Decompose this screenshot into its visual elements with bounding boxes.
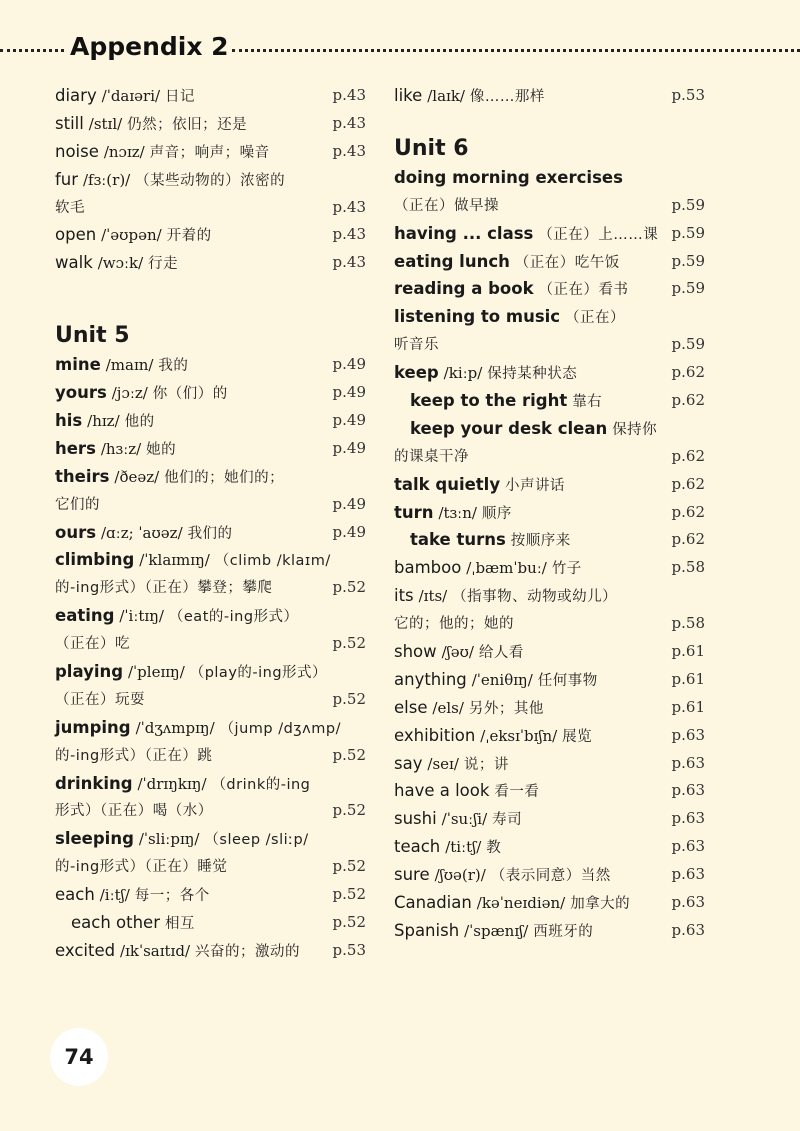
vocab-entry (394, 303, 705, 359)
entry-line (394, 861, 705, 889)
entry-line (55, 519, 366, 547)
entry-line (394, 248, 705, 276)
vocab-entry (394, 164, 705, 220)
entry-page-ref: p.63 (671, 725, 705, 744)
vocab-entry (55, 602, 366, 658)
entry-line (55, 797, 366, 825)
entry-word: yours (55, 383, 107, 403)
vocab-entry (394, 722, 705, 750)
entry-word: fur (55, 169, 79, 189)
entry-line (394, 917, 705, 945)
vocab-entry (394, 833, 705, 861)
entry-line (55, 249, 366, 277)
entry-phonetic: /ˈspænɪʃ/ (464, 921, 529, 940)
entry-page-ref: p.43 (332, 86, 366, 104)
vocab-entry (394, 861, 705, 889)
entry-meaning: 仍然；依旧；还是 (127, 116, 248, 133)
entry-line (55, 853, 366, 881)
entry-meaning: （指事物、动物或幼儿） (452, 589, 618, 606)
entry-page-ref: p.59 (671, 223, 705, 242)
entry-word: have a look (394, 781, 490, 801)
entry-phonetic: /kiːp/ (443, 364, 483, 383)
entry-line (394, 582, 705, 610)
entry-phonetic: /maɪn/ (105, 356, 154, 375)
entry-meaning: 保持你 (612, 421, 658, 438)
entry-line (55, 82, 366, 110)
entry-meaning: （表示同意）当然 (490, 868, 611, 885)
entry-phonetic: /ˌbæmˈbuː/ (466, 559, 547, 578)
entry-line (55, 630, 366, 658)
entry-word: Spanish (394, 920, 460, 940)
vocab-entry (55, 435, 366, 463)
entry-meaning: 它的；他的；她的 (394, 616, 514, 633)
entry-page-ref: p.53 (332, 940, 366, 959)
entry-page-ref: p.52 (332, 578, 366, 597)
section-spacer (394, 110, 705, 124)
entry-meaning: 西班牙的 (533, 923, 594, 940)
entry-meaning: （正在）吃午饭 (514, 254, 620, 271)
entry-word: playing (55, 662, 124, 682)
vocab-entry (394, 499, 705, 527)
entry-line (55, 138, 366, 166)
entry-phonetic: /ˈəʊpən/ (101, 226, 162, 245)
entry-line (394, 303, 705, 331)
vocab-entry (394, 750, 705, 778)
vocab-entry (55, 138, 366, 166)
unit-heading: Unit 5 (55, 323, 130, 349)
left-column (55, 82, 366, 965)
entry-page-ref: p.61 (671, 669, 705, 688)
entry-meaning: 按顺序来 (510, 533, 571, 550)
entry-page-ref: p.58 (671, 614, 705, 633)
entry-phonetic: /ɪts/ (418, 587, 448, 606)
entry-meaning: 日记 (165, 89, 196, 105)
entry-page-ref: p.49 (332, 411, 366, 430)
entry-word: eating lunch (394, 251, 510, 271)
entry-meaning: （正在）做早操 (394, 197, 499, 214)
entry-phonetic: /seɪ/ (427, 754, 459, 773)
entry-line (394, 387, 705, 415)
entry-meaning: 听音乐 (394, 337, 439, 354)
entry-page-ref: p.52 (332, 689, 366, 708)
entry-word: exhibition (394, 725, 476, 745)
entry-line (55, 351, 366, 379)
vocab-entry (55, 519, 366, 547)
entry-line (394, 471, 705, 499)
entry-line (55, 435, 366, 463)
vocab-entry (55, 110, 366, 138)
entry-page-ref: p.63 (671, 865, 705, 884)
entry-phonetic: /ðeəz/ (114, 467, 160, 486)
entry-meaning: （正在）看书 (538, 282, 629, 299)
entry-page-ref: p.63 (671, 809, 705, 828)
page-title: Appendix 2 (70, 32, 229, 61)
entry-page-ref: p.62 (671, 446, 705, 465)
entry-meaning: 像……那样 (469, 89, 545, 105)
entry-meaning: （正在）玩耍 (55, 691, 145, 708)
entry-meaning: 声音；响声；噪音 (149, 144, 270, 161)
entry-meaning: 说；讲 (463, 756, 509, 773)
vocab-entry (394, 805, 705, 833)
entry-phonetic: /ˈsliːpɪŋ/ (138, 830, 200, 849)
entry-word: say (394, 753, 423, 773)
entry-line (394, 610, 705, 638)
entry-line (394, 443, 705, 471)
entry-phonetic: /ˈdaɪəri/ (101, 87, 161, 105)
entry-meaning: （正在）上……课 (538, 226, 659, 243)
entry-word: climbing (55, 550, 135, 570)
entry-line (394, 192, 705, 220)
entry-phonetic: /ˈiːtɪŋ/ (119, 607, 164, 626)
entry-page-ref: p.58 (671, 558, 705, 577)
vocab-entry (394, 777, 705, 805)
entry-line (55, 825, 366, 853)
entry-word: excited (55, 940, 116, 960)
entry-page-ref: p.59 (671, 195, 705, 214)
entry-phonetic: /ˈsuːʃi/ (441, 810, 488, 829)
entry-meaning: 的-ing形式）（正在）睡觉 (55, 859, 228, 876)
entry-page-ref: p.43 (332, 253, 366, 272)
entry-phonetic: /iːtʃ/ (99, 886, 130, 905)
entry-word: ours (55, 522, 97, 542)
entry-word: reading a book (394, 279, 534, 299)
entry-page-ref: p.59 (671, 279, 705, 298)
entry-word: sleeping (55, 829, 134, 849)
entry-line (394, 499, 705, 527)
entry-line (55, 742, 366, 770)
entry-meaning: （正在） (565, 310, 626, 327)
vocab-entry (55, 770, 366, 826)
entry-meaning: 另外；其他 (468, 700, 544, 717)
entry-phonetic: /ˈeniθɪŋ/ (471, 670, 533, 689)
entry-line (394, 805, 705, 833)
entry-line (394, 722, 705, 750)
entry-line (55, 881, 366, 909)
entry-word: its (394, 586, 414, 606)
entry-meaning: 看一看 (494, 784, 540, 801)
page-number-badge (50, 1028, 108, 1086)
entry-meaning: 的课桌干净 (394, 448, 469, 465)
entry-meaning: 他们的；她们的； (164, 469, 285, 486)
entry-line (394, 415, 705, 443)
entry-line (55, 110, 366, 138)
entry-page-ref: p.63 (671, 781, 705, 800)
entry-phonetic: /fɜː(r)/ (83, 170, 131, 189)
vocab-entry (55, 714, 366, 770)
entry-page-ref: p.49 (332, 522, 366, 541)
vocab-entry (394, 526, 705, 554)
entry-page-ref: p.63 (671, 837, 705, 856)
entry-word: his (55, 411, 83, 431)
section-spacer (55, 277, 366, 311)
vocab-entry (55, 166, 366, 222)
entry-line (394, 82, 705, 110)
entry-meaning: 的-ing形式）（正在）跳 (55, 747, 213, 764)
entry-word: keep (394, 363, 439, 383)
entry-page-ref: p.62 (671, 391, 705, 410)
entry-word: open (55, 225, 97, 245)
entry-meaning: 他的 (124, 414, 155, 431)
vocab-entry (394, 582, 705, 638)
vocab-entry (394, 275, 705, 303)
entry-phonetic: /ˈdʒʌmpɪŋ/ (135, 718, 215, 737)
entry-page-ref: p.52 (332, 745, 366, 764)
vocab-entry (394, 638, 705, 666)
entry-phonetic: /stɪl/ (88, 114, 123, 133)
entry-phonetic: /wɔːk/ (97, 254, 144, 273)
vocab-entry (394, 666, 705, 694)
entry-word: walk (55, 253, 93, 273)
entry-phonetic: /ˈklaɪmɪŋ/ (139, 551, 210, 570)
entry-page-ref: p.43 (332, 197, 366, 216)
entry-line (394, 220, 705, 248)
entry-page-ref: p.43 (332, 141, 366, 160)
entry-word: Canadian (394, 893, 472, 913)
entry-line (55, 407, 366, 435)
entry-phonetic: /hɜːz/ (100, 439, 142, 458)
entry-line (55, 194, 366, 222)
entry-word: sushi (394, 809, 437, 829)
entry-page-ref: p.49 (332, 438, 366, 457)
entry-phonetic: /ɑːz; ˈaʊəz/ (100, 523, 183, 542)
entry-line (55, 770, 366, 798)
entry-page-ref: p.61 (671, 642, 705, 661)
entry-word: theirs (55, 466, 110, 486)
entry-word: each other (71, 913, 160, 933)
vocab-entry (55, 379, 366, 407)
entry-page-ref: p.63 (671, 920, 705, 939)
entry-word: eating (55, 606, 115, 626)
entry-line (55, 166, 366, 194)
entry-meaning: 她的 (146, 441, 177, 458)
entry-page-ref: p.59 (671, 335, 705, 354)
entry-meaning: （play的-ing形式） (189, 665, 328, 682)
entry-phonetic: /kəˈneɪdiən/ (476, 894, 566, 913)
entry-meaning: 软毛 (55, 199, 85, 216)
entry-phonetic: /ˈpleɪɪŋ/ (128, 663, 185, 682)
entry-meaning: 每一；各个 (134, 888, 210, 905)
entry-meaning: 你（们）的 (152, 386, 228, 403)
entry-phonetic: /jɔːz/ (111, 384, 148, 403)
vocab-entry (55, 221, 366, 249)
header-dotted-rule-right (232, 49, 800, 52)
entry-line (394, 694, 705, 722)
vocab-entry (394, 889, 705, 917)
entry-phonetic: /laɪk/ (427, 87, 465, 105)
entry-word: turn (394, 502, 434, 522)
entry-meaning: 寿司 (492, 812, 523, 829)
entry-phonetic: /hɪz/ (87, 412, 120, 431)
entry-line (55, 909, 366, 937)
entry-phonetic: /ɪkˈsaɪtɪd/ (120, 941, 191, 960)
entry-meaning: 它们的 (55, 496, 100, 513)
entry-page-ref: p.62 (671, 363, 705, 382)
vocab-entry (55, 825, 366, 881)
entry-meaning: （jump /dʒʌmp/ (219, 720, 341, 737)
entry-word: show (394, 642, 437, 662)
vocab-entry (394, 415, 705, 471)
entry-meaning: （sleep /sliːp/ (204, 832, 309, 849)
entry-word: take turns (410, 530, 506, 550)
entry-page-ref: p.63 (671, 893, 705, 912)
entry-meaning: （正在）吃 (55, 636, 130, 653)
entry-line (55, 937, 366, 965)
entry-meaning: 形式）（正在）喝（水） (55, 803, 213, 820)
entry-page-ref: p.63 (671, 753, 705, 772)
vocab-entry (394, 359, 705, 387)
entry-page-ref: p.52 (332, 634, 366, 653)
entry-meaning: （climb /klaɪm/ (214, 553, 331, 570)
entry-line (55, 714, 366, 742)
entry-word: drinking (55, 773, 133, 793)
entry-line (394, 666, 705, 694)
entry-meaning: 保持某种状态 (487, 366, 578, 383)
entry-line (55, 379, 366, 407)
vocab-entry (55, 546, 366, 602)
entry-page-ref: p.62 (671, 502, 705, 521)
entry-phonetic: /tiːtʃ/ (445, 838, 482, 857)
entry-page-ref: p.53 (671, 86, 705, 104)
entry-page-ref: p.49 (332, 383, 366, 402)
entry-meaning: 小声讲话 (505, 477, 566, 494)
entry-line (55, 546, 366, 574)
entry-phonetic: /ʃəʊ/ (441, 643, 474, 662)
entry-meaning: 行走 (148, 256, 179, 273)
entry-line (55, 221, 366, 249)
entry-line (394, 750, 705, 778)
vocab-entry (55, 82, 366, 110)
entry-word: each (55, 885, 95, 905)
entry-word: else (394, 697, 428, 717)
entry-meaning: 靠右 (572, 394, 603, 411)
entry-meaning: 相互 (164, 916, 195, 933)
entry-meaning: （某些动物的）浓密的 (135, 172, 286, 189)
vocab-entry (55, 249, 366, 277)
entry-phonetic: /ˌeksɪˈbɪʃn/ (480, 726, 558, 745)
entry-word: talk quietly (394, 474, 501, 494)
entry-line (394, 777, 705, 805)
entry-page-ref: p.52 (332, 913, 366, 932)
entry-meaning: 教 (486, 840, 502, 857)
entry-meaning: 竹子 (551, 561, 582, 578)
entry-page-ref: p.49 (332, 355, 366, 374)
entry-word: like (394, 86, 423, 105)
entry-phonetic: /ʃʊə(r)/ (434, 866, 486, 885)
entry-word: bamboo (394, 558, 462, 578)
entry-meaning: 任何事物 (537, 672, 598, 689)
entry-line (394, 164, 705, 192)
entry-phonetic: /tɜːn/ (438, 503, 477, 522)
entry-phonetic: /ˈdrɪŋkɪŋ/ (137, 774, 207, 793)
vocab-entry (394, 248, 705, 276)
entry-page-ref: p.62 (671, 530, 705, 549)
entry-meaning: 开着的 (166, 228, 212, 245)
entry-word: doing morning exercises (394, 167, 623, 187)
entry-word: listening to music (394, 307, 561, 327)
entry-page-ref: p.61 (671, 697, 705, 716)
entry-word: anything (394, 669, 467, 689)
right-column (394, 82, 705, 945)
entry-meaning: 加拿大的 (570, 896, 631, 913)
vocab-entry (394, 387, 705, 415)
vocab-entry (55, 909, 366, 937)
entry-page-ref: p.59 (671, 251, 705, 270)
entry-line (394, 331, 705, 359)
vocab-entry (394, 917, 705, 945)
entry-meaning: （drink的-ing (211, 776, 311, 793)
entry-line (55, 491, 366, 519)
vocab-entry (394, 694, 705, 722)
entry-word: diary (55, 86, 97, 105)
entry-page-ref: p.43 (332, 113, 366, 132)
entry-meaning: 兴奋的；激动的 (194, 943, 300, 960)
entry-meaning: 展览 (562, 728, 593, 745)
entry-line (394, 638, 705, 666)
entry-meaning: 我的 (158, 358, 189, 375)
entry-line (394, 554, 705, 582)
entry-line (55, 574, 366, 602)
entry-word: keep your desk clean (410, 418, 608, 438)
entry-meaning: 给人看 (478, 645, 524, 662)
unit-heading: Unit 6 (394, 135, 469, 161)
entry-word: jumping (55, 717, 131, 737)
vocab-entry (55, 463, 366, 519)
entry-meaning: 顺序 (481, 505, 512, 522)
vocab-entry (394, 471, 705, 499)
vocab-entry (55, 351, 366, 379)
page-number: 74 (64, 1045, 94, 1069)
entry-word: having ... class (394, 223, 534, 243)
entry-line (55, 602, 366, 630)
entry-word: hers (55, 438, 96, 458)
entry-page-ref: p.62 (671, 474, 705, 493)
entry-word: still (55, 113, 84, 133)
vocab-entry (55, 881, 366, 909)
entry-page-ref: p.49 (332, 494, 366, 513)
vocab-entry (55, 937, 366, 965)
entry-meaning: 我们的 (187, 525, 233, 542)
entry-page-ref: p.43 (332, 225, 366, 244)
entry-line (394, 833, 705, 861)
entry-page-ref: p.52 (332, 801, 366, 820)
entry-line (394, 889, 705, 917)
entry-line (55, 463, 366, 491)
entry-word: mine (55, 355, 101, 375)
entry-line (394, 526, 705, 554)
entry-line (394, 359, 705, 387)
entry-meaning: （eat的-ing形式） (168, 609, 299, 626)
entry-word: sure (394, 865, 430, 885)
vocab-entry (55, 407, 366, 435)
entry-line (394, 275, 705, 303)
header-dotted-rule-left (0, 49, 64, 52)
vocab-entry (394, 82, 705, 110)
entry-line (55, 658, 366, 686)
entry-line (55, 686, 366, 714)
entry-word: noise (55, 141, 99, 161)
vocab-entry (55, 658, 366, 714)
vocab-entry (394, 554, 705, 582)
entry-phonetic: /els/ (432, 698, 464, 717)
vocab-entry (394, 220, 705, 248)
entry-word: keep to the right (410, 391, 568, 411)
entry-phonetic: /nɔɪz/ (103, 142, 145, 161)
entry-meaning: 的-ing形式）（正在）攀登；攀爬 (55, 580, 273, 597)
entry-word: teach (394, 837, 441, 857)
entry-page-ref: p.52 (332, 857, 366, 876)
entry-page-ref: p.52 (332, 885, 366, 904)
